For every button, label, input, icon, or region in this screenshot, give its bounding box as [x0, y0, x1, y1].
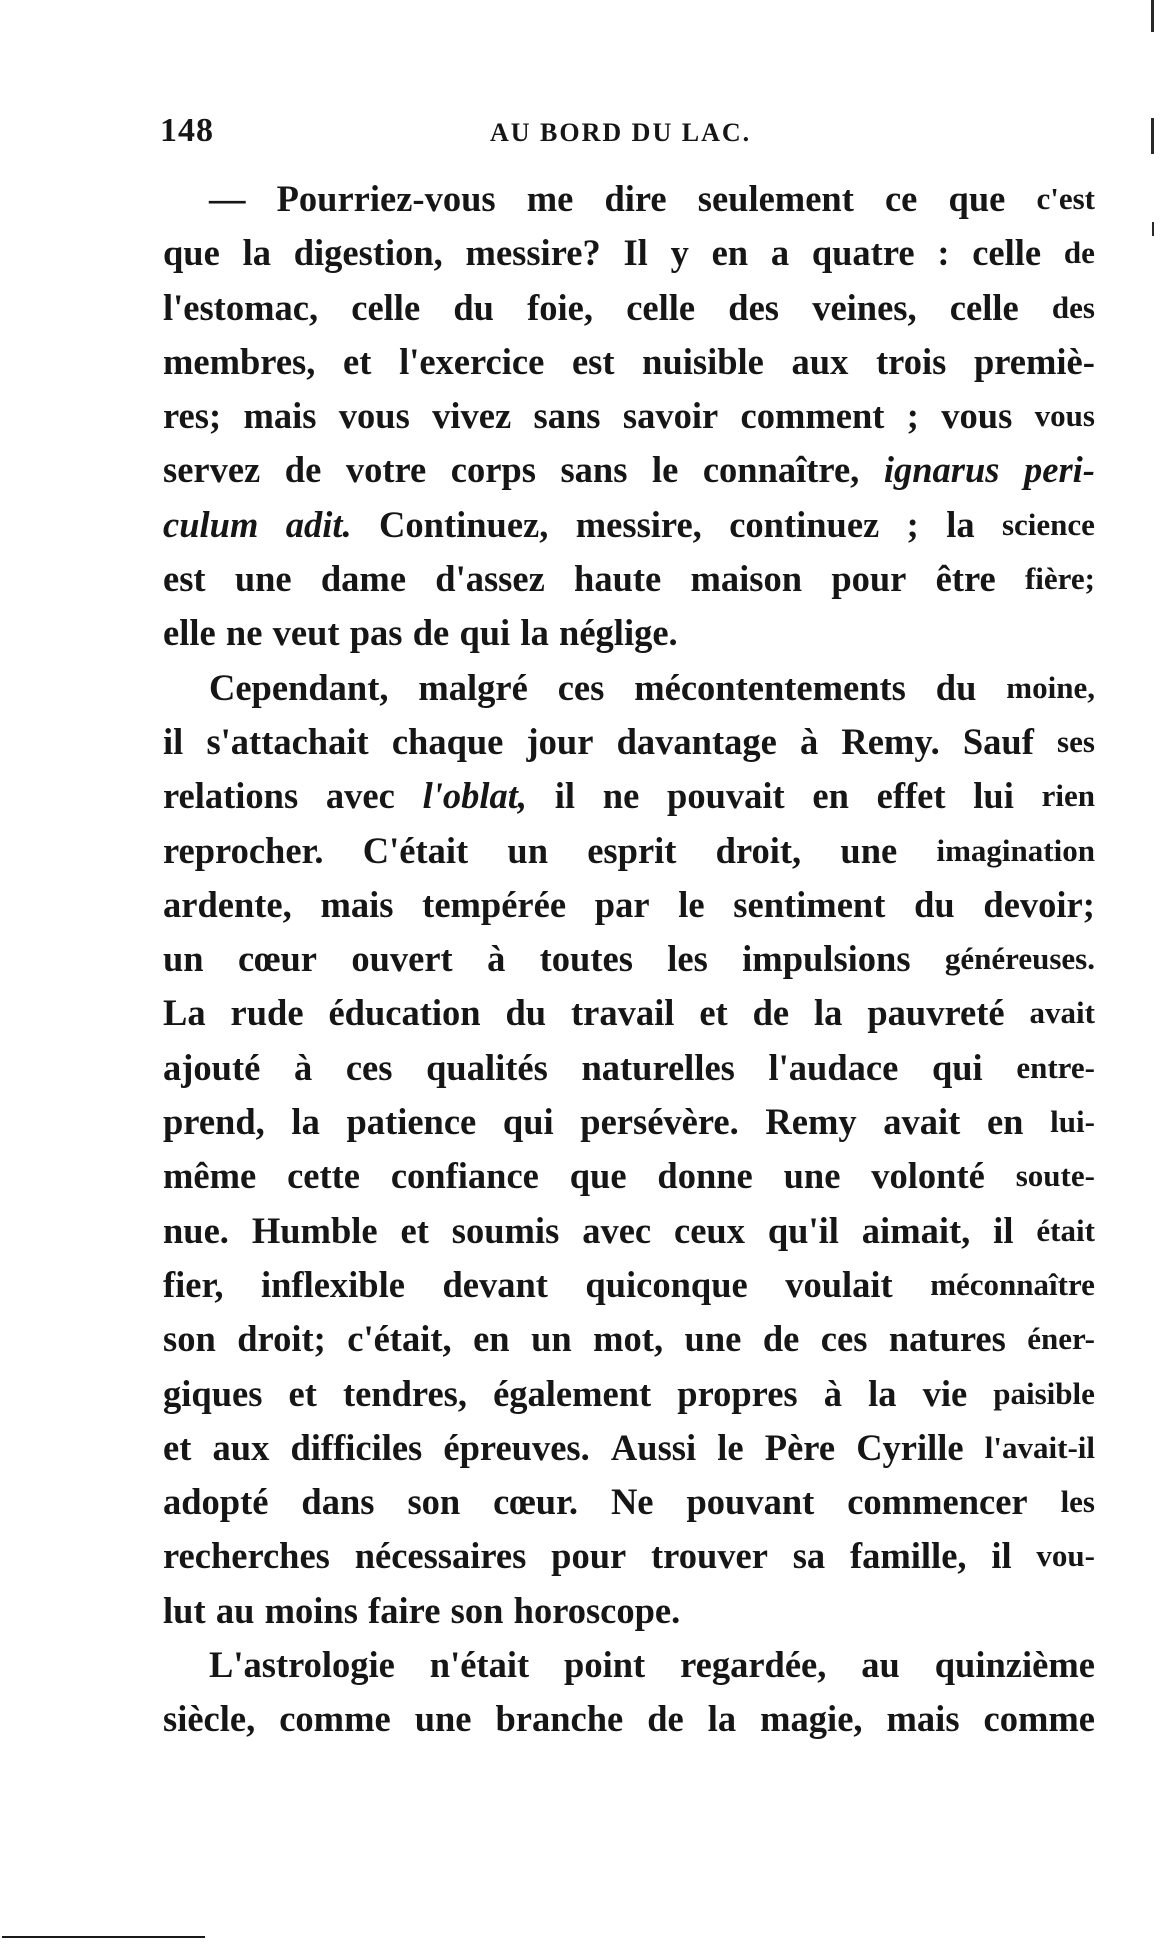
text-line: siècle, comme une branche de la magie, mais comme	[163, 1698, 1095, 1740]
running-title: AU BORD DU LAC.	[490, 118, 752, 147]
footer-rule	[2, 1936, 205, 1938]
text-line: adopté dans son cœur. Ne pouvant commencer les	[163, 1481, 1095, 1523]
text-line: ardente, mais tempérée par le sentiment du devoir;	[163, 883, 1095, 925]
text-line: que la digestion, messire? Il y en a quatre : celle de	[163, 232, 1095, 274]
running-head	[160, 112, 1090, 162]
text-line: La rude éducation du travail et de la pauvreté avait	[163, 992, 1095, 1034]
margin-scan-mark	[1152, 222, 1154, 236]
text-line: L'astrologie n'était point regardée, au quinzième	[209, 1644, 1095, 1686]
text-line: et aux difficiles épreuves. Aussi le Père Cyrille l'avait-il	[163, 1426, 1095, 1468]
text-line: reprocher. C'était un esprit droit, une imagination	[163, 829, 1095, 871]
body-text	[163, 172, 1095, 1747]
text-line: nue. Humble et soumis avec ceux qu'il aimait, il était	[163, 1209, 1095, 1251]
text-line: elle ne veut pas de qui la néglige.	[163, 612, 678, 654]
text-line: son droit; c'était, en un mot, une de ces natures éner-	[163, 1318, 1095, 1360]
text-line: l'estomac, celle du foie, celle des veines, celle des	[163, 286, 1095, 328]
page-number: 148	[160, 112, 214, 149]
text-line: ajouté à ces qualités naturelles l'audace qui entre-	[163, 1046, 1095, 1088]
text-line: un cœur ouvert à toutes les impulsions généreuses.	[163, 938, 1095, 980]
text-line: membres, et l'exercice est nuisible aux trois premiè-	[163, 340, 1095, 382]
margin-scan-mark	[1151, 0, 1154, 32]
text-line: giques et tendres, également propres à la vie paisible	[163, 1372, 1095, 1414]
text-line: Cependant, malgré ces mécontentements du moine,	[209, 666, 1095, 708]
text-line: il s'attachait chaque jour davantage à Remy. Sauf ses	[163, 720, 1095, 762]
text-line: res; mais vous vivez sans savoir comment ; vous vous	[163, 395, 1095, 437]
text-line: prend, la patience qui persévère. Remy avait en lui-	[163, 1101, 1095, 1143]
text-line: fier, inflexible devant quiconque voulait méconnaître	[163, 1263, 1095, 1305]
text-line: relations avec l'oblat, il ne pouvait en effet lui rien	[163, 775, 1095, 817]
text-line: recherches nécessaires pour trouver sa famille, il vou-	[163, 1535, 1095, 1577]
text-line: même cette confiance que donne une volonté soute-	[163, 1155, 1095, 1197]
text-line: lut au moins faire son horoscope.	[163, 1589, 681, 1631]
text-line: culum adit. Continuez, messire, continuez ; la science	[163, 503, 1095, 545]
text-line: — Pourriez-vous me dire seulement ce que c'est	[209, 178, 1095, 219]
text-line: est une dame d'assez haute maison pour être fière;	[163, 558, 1095, 600]
margin-scan-mark	[1151, 118, 1154, 154]
text-line: servez de votre corps sans le connaître, ignarus peri-	[163, 449, 1095, 491]
